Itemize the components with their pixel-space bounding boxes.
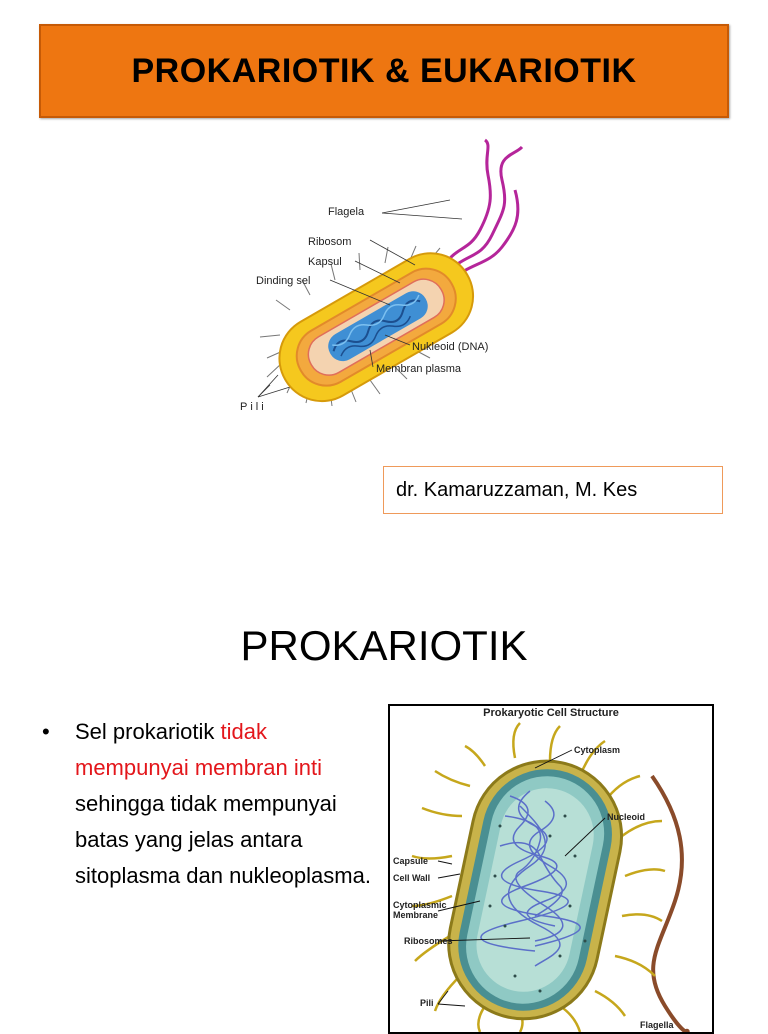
label-nucleoid: Nucleoid <box>607 812 646 822</box>
bullet-list <box>42 714 372 894</box>
label-kapsul: Kapsul <box>308 256 342 268</box>
slide-2 <box>0 580 768 1030</box>
label-pili: Pili <box>240 401 267 413</box>
label-pili: Pili <box>420 998 434 1008</box>
label-capsule: Capsule <box>393 856 429 866</box>
bullet-dot-icon: • <box>42 719 50 744</box>
bacterium-body <box>264 238 488 417</box>
slide-heading: PROKARIOTIK <box>240 622 528 669</box>
label-flagella: Flagella <box>640 1020 674 1030</box>
label-membran-plasma: Membran plasma <box>376 363 461 375</box>
label-ribosomes: Ribosomes <box>404 936 453 946</box>
bullet-item: Sel prokariotik tidak mempunyai membran inti sehingga tidak mempunyai batas yang jelas antara sitoplasma dan nukleoplasma. <box>75 719 371 888</box>
figure-title: Prokaryotic Cell Structure <box>483 707 619 719</box>
bacterium-diagram <box>230 135 540 420</box>
prokaryote-illustration <box>390 706 712 1032</box>
title-banner <box>39 24 729 118</box>
flagella-strands <box>442 140 522 280</box>
label-cell-wall: Cell Wall <box>393 873 431 883</box>
slide-title: PROKARIOTIK & EUKARIOTIK <box>131 51 637 90</box>
label-cytoplasm: Cytoplasm <box>574 745 621 755</box>
author-name: dr. Kamaruzzaman, M. Kes <box>396 478 638 501</box>
label-flagela: Flagela <box>328 206 365 218</box>
label-membrane: Membrane <box>393 910 439 920</box>
label-ribosom: Ribosom <box>308 236 352 248</box>
label-cytoplasmic: Cytoplasmic <box>393 900 447 910</box>
prokaryotic-cell-figure <box>388 704 714 1034</box>
label-nukleoid: Nukleoid (DNA) <box>412 341 489 353</box>
author-box <box>383 466 723 514</box>
flagellum-strand <box>652 776 688 1032</box>
highlight-text: tidak mempunyai membran inti <box>75 719 322 780</box>
label-dinding-sel: Dinding sel <box>256 275 311 287</box>
